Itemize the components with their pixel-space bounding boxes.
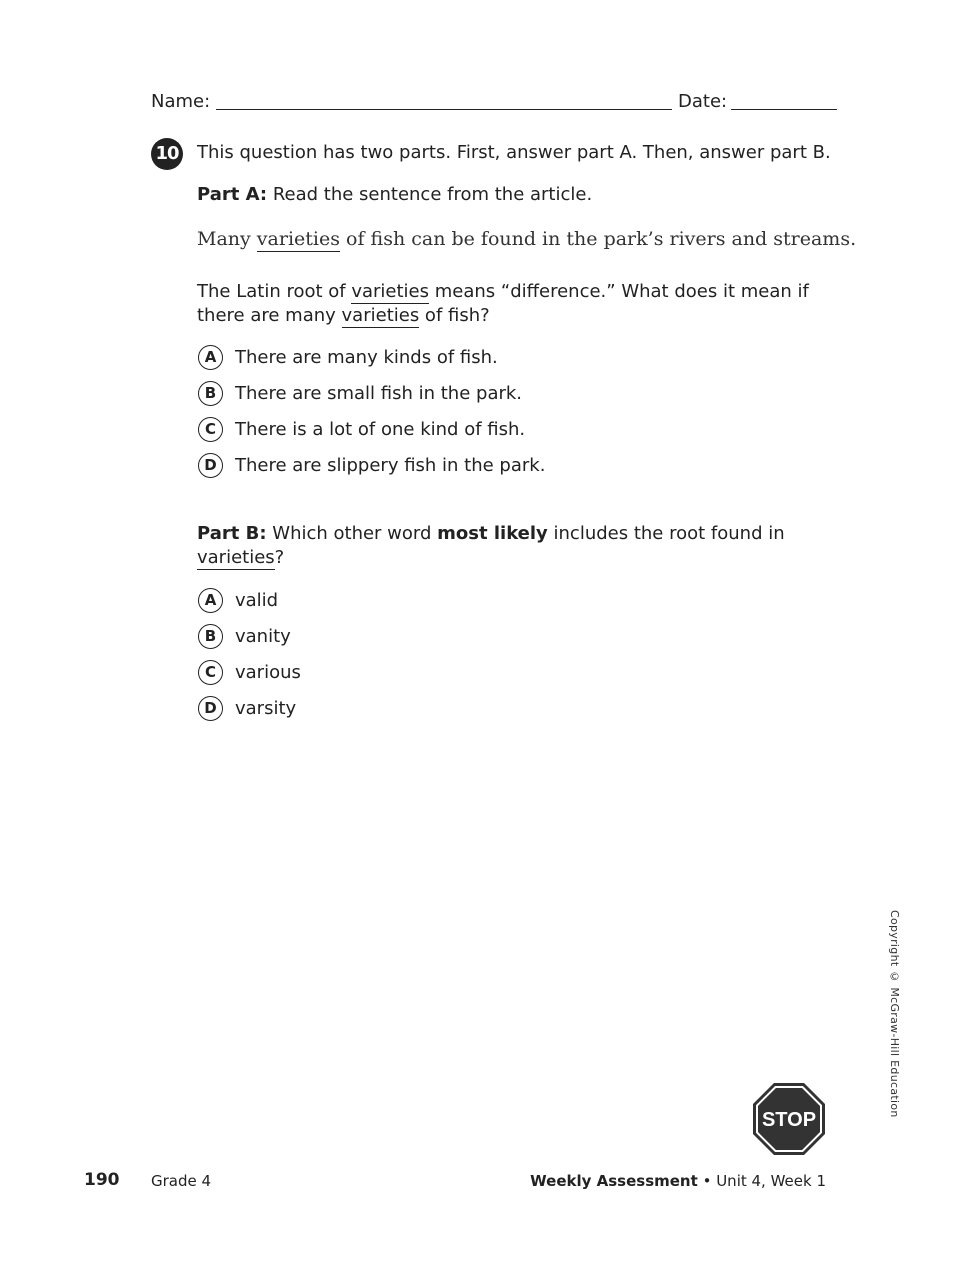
quote-underlined-word: varieties (256, 228, 340, 250)
part-b-underlined-word: varieties (197, 547, 275, 568)
q1-before: The Latin root of (197, 281, 352, 302)
answer-bubble-b[interactable]: B (198, 381, 223, 406)
answer-bubble-d[interactable]: D (198, 453, 223, 478)
stop-label: STOP (761, 1109, 817, 1131)
part-b-option-c[interactable] (198, 659, 301, 685)
quote-after: of fish can be found in the park’s rivers and streams. (339, 228, 857, 250)
option-text: various (235, 661, 301, 683)
q1-after: means “difference.” What does it mean if (429, 281, 809, 302)
part-b-option-a[interactable] (198, 587, 278, 613)
part-b-word-line (197, 546, 284, 570)
page-number: 190 (84, 1170, 120, 1190)
part-a-question-line-2 (197, 304, 490, 328)
part-b-label: Part B: (197, 523, 267, 544)
option-text: vanity (235, 625, 291, 647)
answer-bubble-b[interactable]: B (198, 624, 223, 649)
question-instructions: This question has two parts. First, answer part A. Then, answer part B. (197, 142, 831, 163)
question-number-badge: 10 (151, 138, 183, 170)
part-b-option-d[interactable] (198, 695, 296, 721)
part-a-heading (197, 183, 592, 207)
answer-bubble-a[interactable]: A (198, 588, 223, 613)
part-a-prompt: Read the sentence from the article. (272, 184, 593, 205)
part-a-option-d[interactable] (198, 452, 545, 478)
q2-after: of fish? (419, 305, 490, 326)
name-label: Name: (151, 91, 211, 112)
answer-bubble-c[interactable]: C (198, 417, 223, 442)
option-text: varsity (235, 697, 297, 719)
option-text: There is a lot of one kind of fish. (235, 418, 526, 440)
option-text: There are slippery fish in the park. (235, 454, 546, 476)
answer-bubble-a[interactable]: A (198, 345, 223, 370)
date-label: Date: (678, 91, 728, 112)
part-a-label: Part A: (197, 184, 268, 205)
option-text: There are many kinds of fish. (235, 346, 498, 368)
answer-bubble-d[interactable]: D (198, 696, 223, 721)
footer-separator: • (702, 1172, 712, 1190)
assessment-title: Weekly Assessment (530, 1172, 698, 1190)
part-b-prompt-after: includes the root found in (547, 523, 785, 544)
q2-underlined-word: varieties (341, 305, 420, 326)
part-b-option-b[interactable] (198, 623, 291, 649)
part-a-option-c[interactable] (198, 416, 525, 442)
stop-sign-icon (752, 1082, 826, 1156)
part-a-option-a[interactable] (198, 344, 498, 370)
q1-underlined-word: varieties (351, 281, 429, 302)
part-a-question-line-1 (197, 280, 809, 304)
unit-week: Unit 4, Week 1 (716, 1172, 826, 1190)
article-quote (197, 228, 856, 250)
part-a-option-b[interactable] (198, 380, 522, 406)
assessment-label (530, 1172, 826, 1190)
part-b-heading (197, 522, 785, 546)
answer-bubble-c[interactable]: C (198, 660, 223, 685)
part-b-prompt-bold: most likely (437, 523, 548, 544)
stop-octagon (752, 1082, 826, 1156)
date-field[interactable] (731, 109, 837, 110)
q2-before: there are many (197, 305, 342, 326)
part-b-prompt-before: Which other word (272, 523, 438, 544)
copyright-notice: Copyright © McGraw-Hill Education (888, 910, 901, 1118)
name-field[interactable] (216, 109, 672, 110)
quote-before: Many (197, 228, 257, 250)
option-text: There are small fish in the park. (235, 382, 523, 404)
grade-label: Grade 4 (151, 1172, 212, 1190)
part-b-question-mark: ? (274, 547, 285, 568)
option-text: valid (235, 589, 279, 611)
